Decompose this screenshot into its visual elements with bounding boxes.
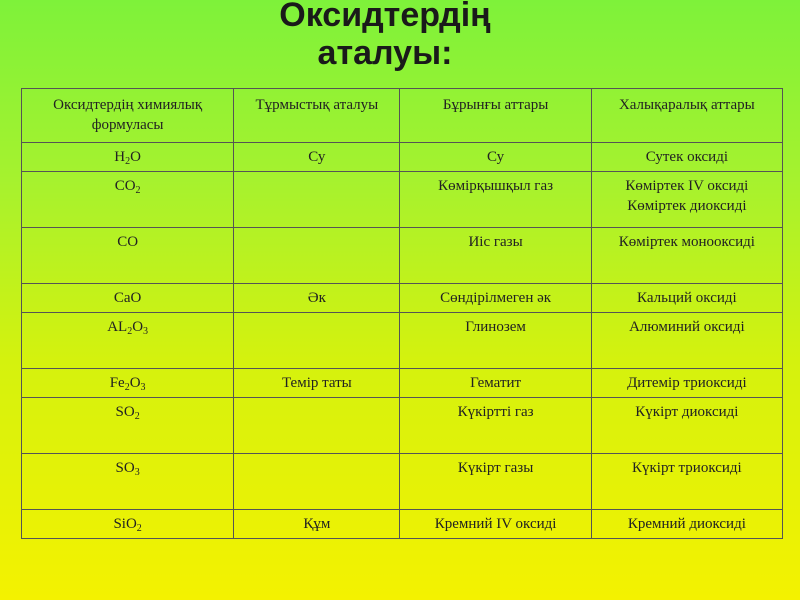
table-row — [22, 510, 783, 539]
formula-part: Fe — [109, 375, 125, 391]
cell-household-name — [234, 313, 400, 369]
cell-household-name — [234, 172, 400, 228]
cell-former-name: Су — [400, 143, 591, 172]
cell-formula — [22, 143, 234, 172]
header-former-names: Бұрынғы аттары — [400, 89, 591, 143]
formula-part: H — [114, 149, 126, 165]
cell-formula — [22, 510, 234, 539]
table-header-row — [22, 89, 783, 143]
cell-international-name: Дитемір триоксиді — [591, 369, 782, 398]
title-line-1: Оксидтердің — [279, 0, 491, 34]
cell-household-name: Әк — [234, 284, 400, 313]
cell-household-name: Құм — [234, 510, 400, 539]
formula-subscript: 3 — [143, 326, 149, 337]
title-line-2: аталуы: — [317, 34, 453, 72]
cell-formula — [22, 228, 234, 284]
cell-household-name: Темір таты — [234, 369, 400, 398]
formula-part: SO — [115, 460, 135, 476]
cell-household-name — [234, 454, 400, 510]
formula-part: SiO — [113, 516, 137, 532]
cell-former-name: Гематит — [400, 369, 591, 398]
formula-part: CaO — [113, 290, 142, 306]
table-row — [22, 284, 783, 313]
cell-international-name: Кальций оксиді — [591, 284, 782, 313]
cell-formula — [22, 398, 234, 454]
cell-household-name: Су — [234, 143, 400, 172]
formula-part: CO — [114, 178, 136, 194]
table-row — [22, 143, 783, 172]
cell-international-name: Көміртек монооксиді — [591, 228, 782, 284]
cell-international-name: Кремний диоксиді — [591, 510, 782, 539]
formula-part: SO — [115, 404, 135, 420]
cell-former-name: Көмірқышқыл газ — [400, 172, 591, 228]
cell-international-name: Күкірт триоксиді — [591, 454, 782, 510]
formula-subscript: 2 — [125, 156, 131, 167]
cell-former-name: Күкірт газы — [400, 454, 591, 510]
formula-part: O — [129, 375, 141, 391]
table-row — [22, 172, 783, 228]
cell-international-name: Алюминий оксиді — [591, 313, 782, 369]
cell-former-name: Кремний IV оксиді — [400, 510, 591, 539]
oxides-table — [21, 88, 783, 539]
header-formula: Оксидтердің химиялық формуласы — [22, 89, 234, 143]
formula-subscript: 2 — [136, 523, 142, 534]
cell-former-name: Иіс газы — [400, 228, 591, 284]
cell-formula — [22, 284, 234, 313]
formula-part: AL — [107, 319, 128, 335]
table-row — [22, 369, 783, 398]
header-household-name: Тұрмыстық аталуы — [234, 89, 400, 143]
cell-international-name: Сутек оксиді — [591, 143, 782, 172]
table-row — [22, 398, 783, 454]
cell-international-name: Күкірт диоксиді — [591, 398, 782, 454]
formula-subscript: 2 — [135, 185, 141, 196]
formula-part: CO — [117, 234, 139, 250]
formula-subscript: 2 — [127, 326, 133, 337]
formula-subscript: 3 — [140, 382, 146, 393]
cell-former-name: Сөндірілмеген әк — [400, 284, 591, 313]
table-row — [22, 454, 783, 510]
cell-formula — [22, 172, 234, 228]
cell-international-name: Көміртек IV оксиді Көміртек диоксиді — [591, 172, 782, 228]
cell-formula — [22, 313, 234, 369]
cell-formula — [22, 369, 234, 398]
cell-household-name — [234, 228, 400, 284]
formula-subscript: 2 — [124, 382, 130, 393]
cell-former-name: Глинозем — [400, 313, 591, 369]
formula-subscript: 2 — [134, 411, 140, 422]
formula-subscript: 3 — [134, 467, 140, 478]
cell-household-name — [234, 398, 400, 454]
cell-former-name: Күкіртті газ — [400, 398, 591, 454]
formula-part: O — [132, 319, 144, 335]
cell-formula — [22, 454, 234, 510]
table-row — [22, 313, 783, 369]
table-row — [22, 228, 783, 284]
header-international-names: Халықаралық аттары — [591, 89, 782, 143]
formula-part: O — [130, 149, 141, 165]
